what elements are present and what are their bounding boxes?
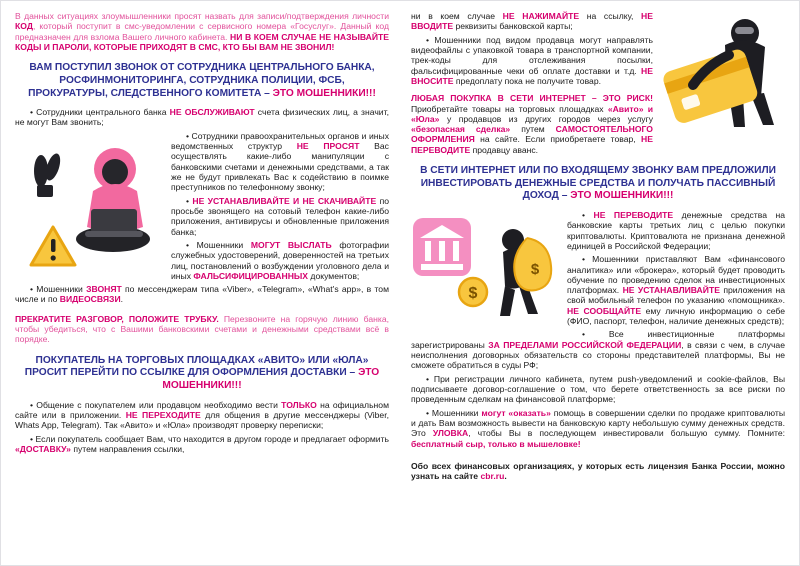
text-segment: реквизиты банковской карты; xyxy=(453,21,573,32)
hacker-illustration xyxy=(15,133,165,273)
bullet-item xyxy=(411,329,785,370)
text-segment: НЕ ОБСЛУЖИВАЮТ xyxy=(169,107,255,118)
marketplace-section-right xyxy=(411,11,785,155)
text-segment: фотографии служебных удостоверений, доверенностей на третьих лиц, постановлений о возбуждении уголовного дела и иных xyxy=(171,239,389,281)
text-segment: бесплатный сыр, только в мышеловке! xyxy=(411,438,581,449)
text-segment: на сайте. Если приобретаете товар, xyxy=(474,134,642,145)
text-segment: НЕ УСТАНАВЛИВАЙТЕ И НЕ СКАЧИВАЙТЕ xyxy=(192,195,377,206)
text-segment: Перезвоните на горячую линию банка, чтобы убедиться, что с Вашими банковскими счетами и денежными средствами всё в порядке. xyxy=(15,313,389,345)
text-segment: Приобретайте товары на торговых площадках xyxy=(411,103,608,114)
marketplace-section-left xyxy=(15,400,389,455)
text-segment: НЕ СООБЩАЙТЕ xyxy=(567,305,642,316)
text-segment: ПОКУПАТЕЛЬ НА ТОРГОВЫХ ПЛОЩАДКАХ «АВИТО» ИЛИ «ЮЛА» ПРОСИТ ПЕРЕЙТИ ПО ССЫЛКЕ ДЛЯ ОФОРМЛЕНИЯ ДОСТАВКИ – xyxy=(24,354,369,379)
cbr-link[interactable]: cbr.ru xyxy=(480,471,505,482)
bullet-item xyxy=(15,434,389,455)
text-segment: При регистрации личного кабинета, путем push-уведомлений и cookie-файлов, Вы подписываете договор-соглашение о том, что берете ответственность за все риски по проведенным сделкам на финансовой платформе; xyxy=(411,373,785,405)
text-segment: ЛЮБАЯ ПОКУПКА В СЕТИ ИНТЕРНЕТ – ЭТО РИСК! xyxy=(411,93,653,104)
money-bag-icon xyxy=(514,238,551,290)
text-segment: денежные средства на банковские карты третьих лиц с целью покупки криптовалюты. Криптовалюта не признана денежной единицей в Российской Федерации; xyxy=(567,209,785,251)
dollar-glyph: $ xyxy=(468,284,478,302)
footer-note xyxy=(411,461,785,482)
text-segment: ЗА ПРЕДЕЛАМИ РОССИЙСКОЙ ФЕДЕРАЦИИ xyxy=(488,339,682,350)
text-segment: для общения в другие мессенджеры (Viber, Whats App, Telegram). Так «Авито» и «Юла» производят проверку переписки; xyxy=(15,409,389,431)
text-segment: ЭТО МОШЕННИКИ!!! xyxy=(272,87,376,99)
credit-card-icon xyxy=(661,47,759,125)
text-segment: ВАМ ПОСТУПИЛ ЗВОНОК ОТ СОТРУДНИКА ЦЕНТРАЛЬНОГО БАНКА, РОСФИНМОНИТОРИНГА, СОТРУДНИКА ПОЛИЦИИ, ФСБ, ПРОКУРАТУРЫ, СЛЕДСТВЕННОГО КОМИТЕТА – xyxy=(28,62,375,99)
text-segment: Сотрудники центрального банка xyxy=(36,107,170,118)
text-segment: предоплату пока не получите товар. xyxy=(453,75,601,86)
investment-scam-illustration xyxy=(411,212,559,328)
text-segment: ему личную информацию о себе (ФИО, паспорт, телефон, наличие денежных средств); xyxy=(567,305,785,327)
text-segment: НЕ ПЕРЕВОДИТЕ xyxy=(593,209,674,220)
text-segment: «безопасная сделка» xyxy=(411,124,511,135)
text-segment: НЕ ПЕРЕВОДИТЕ xyxy=(411,134,653,155)
text-segment: Вас осуществлять какие-либо манипуляции с банковскими счетами и денежными средствами, а так же не будут привлекать Вас к содействию в поимке преступников по телефонному звонку; xyxy=(171,141,389,193)
bullet-item xyxy=(15,284,389,305)
plant-icon xyxy=(34,152,63,197)
text-segment: . xyxy=(120,294,124,305)
text-segment: путем xyxy=(510,124,556,135)
text-segment: НЕ ПЕРЕХОДИТЕ xyxy=(125,409,201,420)
bank-call-section xyxy=(15,107,389,305)
text-segment: , чтобы Вы в последующем инвестировали большую сумму. Помните: xyxy=(468,428,785,439)
warning-hang-up-text xyxy=(15,314,389,345)
text-segment: , в связи с чем, в случае неисполнения договорных обязательств со стороны представителей платформы, Вы не сможете обратиться в суды РФ; xyxy=(411,339,785,371)
text-segment: НЕ НАЖИМАЙТЕ xyxy=(502,11,580,21)
footer-text: Обо всех финансовых организациях, у которых есть лицензия Банка России, можно узнать на сайте xyxy=(411,460,785,482)
bank-icon xyxy=(413,218,471,276)
bullet-item xyxy=(15,107,389,128)
text-segment: документов; xyxy=(308,270,360,281)
text-segment: по мессенджерам типа «Viber», «Telegram», «What's app», в том числе и по xyxy=(15,284,389,305)
footer-tail: . xyxy=(504,471,507,482)
text-segment: Мошенники xyxy=(196,239,251,250)
text-segment: продавцу аванс. xyxy=(470,144,539,155)
text-segment: НЕ УСТАНАВЛИВАЙТЕ xyxy=(622,285,720,296)
text-segment: В данных ситуациях злоумышленники просят назвать для записи/подтверждения личности xyxy=(15,11,389,21)
text-segment: счета физических лиц, а значит, не могут Вам звонить; xyxy=(15,107,389,128)
text-segment: Мошенники под видом продавца могут направлять видеофайлы с упаковкой товара в транспортной компании, трек-коды для отслеживания посылки, фальсифицированные чеки об оплате доставки и т.д. xyxy=(411,34,653,76)
text-segment: по просьбе звонящего на сотовый телефон какие-либо приложения, антивирусы и обновленные приложения банка; xyxy=(171,195,390,237)
warning-triangle-icon xyxy=(31,227,75,265)
section-heading-bank-call xyxy=(23,62,381,100)
intro-warning-text xyxy=(15,11,389,52)
text-segment: приложения на свой мобильный телефон по указанию «помощника». xyxy=(567,285,785,306)
text-segment: НЕ ВНОСИТЕ xyxy=(411,65,653,86)
bullet-item xyxy=(411,408,785,449)
text-segment: Мошенники xyxy=(36,284,87,295)
text-segment: МОГУТ ВЫСЛАТЬ xyxy=(250,239,332,250)
credit-card-thief-illustration xyxy=(659,11,785,131)
bullet-item xyxy=(411,374,785,405)
text-segment: Если покупатель сообщает Вам, что находится в другом городе и предлагает оформить xyxy=(35,433,389,444)
text-segment: помощь в совершении сделки по продаже криптовалюты и дать Вам возможность вывести на банковскую карту небольшую сумму денежных средств. Это xyxy=(411,407,786,439)
text-segment: путем направления ссылки, xyxy=(70,443,185,454)
text-segment: могут «оказать» xyxy=(481,407,551,418)
section-heading-investment xyxy=(419,165,777,203)
text-segment: ЗВОНЯТ xyxy=(86,284,122,295)
text-segment: В СЕТИ ИНТЕРНЕТ ИЛИ ПО ВХОДЯЩЕМУ ЗВОНКУ ВАМ ПРЕДЛОЖИЛИ ИНВЕСТИРОВАТЬ ДЕНЕЖНЫЕ СРЕДСТВА И ПОЛУЧАТЬ ПАССИВНЫЙ ДОХОД – xyxy=(420,165,776,202)
text-segment: ТОЛЬКО xyxy=(281,399,317,410)
text-segment: ни в коем случае xyxy=(411,11,503,21)
text-segment: Общение с покупателем или продавцом необходимо вести xyxy=(36,399,282,410)
text-segment: КОД xyxy=(15,21,33,32)
laptop-icon xyxy=(85,209,143,237)
text-segment: Все инвестиционные платформы зарегистрированы xyxy=(411,329,785,350)
text-segment: НИ В КОЕМ СЛУЧАЕ НЕ НАЗЫВАЙТЕ КОДЫ И ПАРОЛИ, КОТОРЫЕ ПРИХОДЯТ В СМС, КТО БЫ ВАМ НЕ ЗВОНИЛ! xyxy=(15,31,390,52)
text-segment: ВИДЕОСВЯЗИ xyxy=(59,294,121,305)
text-segment: САМОСТОЯТЕЛЬНОГО ОФОРМЛЕНИЯ xyxy=(411,124,653,145)
text-segment: на официальном сайте или в приложении. xyxy=(15,399,389,420)
left-column xyxy=(15,11,389,555)
dollar-coin-icon xyxy=(459,278,487,306)
text-segment: у продавцов из других городов через услугу xyxy=(439,113,653,124)
text-segment: Мошенники приставляют Вам «финансового аналитика» или «брокера», который будет проводить обучение по проведению сделок на инвестиционных платформах. xyxy=(567,254,785,296)
text-segment: ФАЛЬСИФИЦИРОВАННЫХ xyxy=(193,270,309,281)
dollar-glyph: $ xyxy=(530,260,540,278)
right-column xyxy=(411,11,785,555)
text-segment: УЛОВКА xyxy=(432,428,469,439)
text-segment: ЭТО МОШЕННИКИ!!! xyxy=(570,190,674,202)
text-segment: «ДОСТАВКУ» xyxy=(15,443,71,454)
investment-section xyxy=(411,210,785,449)
bullet-item xyxy=(15,400,389,431)
text-segment: ПРЕКРАТИТЕ РАЗГОВОР, ПОЛОЖИТЕ ТРУБКУ. xyxy=(15,313,219,324)
text-segment: на ссылку, xyxy=(579,11,642,21)
text-segment: ЭТО МОШЕННИКИ!!! xyxy=(162,367,380,392)
section-heading-marketplace xyxy=(23,355,381,393)
text-segment: Мошенники xyxy=(431,407,482,418)
text-segment: НЕ ПРОСЯТ xyxy=(296,141,360,152)
text-segment: «Авито» и «Юла» xyxy=(411,103,653,124)
text-segment: Сотрудники правоохранительных органов и иных ведомственных структур xyxy=(171,130,389,152)
text-segment: , который поступит в смс-уведомлении с сервисного номера «Госуслуг». Данный код предназначен для взлома Вашего личного кабинета. xyxy=(15,21,389,42)
text-segment: НЕ ВВОДИТЕ xyxy=(411,11,653,32)
